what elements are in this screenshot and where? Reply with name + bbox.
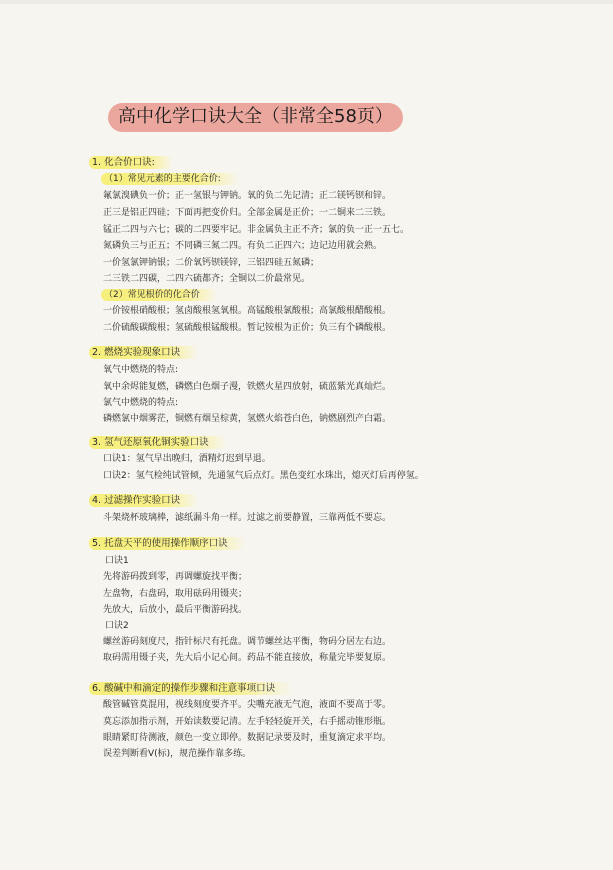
text-line: 氧气中燃烧的特点: xyxy=(103,365,179,375)
text-line: 氮磷负三与正五；不同磷三氮二四。有负二正四六；边记边用就会熟。 xyxy=(103,241,383,251)
section-heading: 3. 氢气还原氧化铜实验口诀 xyxy=(92,437,227,449)
text-line: 口诀1 xyxy=(105,556,129,566)
text-line: 氧中余烬能复燃，磷燃白色烟子漫，铁燃火星四放射，硫蓝紫光真灿烂。 xyxy=(103,382,392,392)
text-line: 二价硫酸碳酸根；氢硫酸根锰酸根。暂记铵根为正价；负三有个磷酸根。 xyxy=(103,323,392,333)
text-line: 氯气中燃烧的特点: xyxy=(103,398,179,408)
text-line: 口诀2 xyxy=(105,621,129,631)
text-line: 一价铵根硝酸根；氢卤酸根氢氧根。高锰酸根氯酸根；高氯酸根醋酸根。 xyxy=(103,306,392,316)
page-title: 高中化学口诀大全（非常全58页） xyxy=(108,103,403,132)
text-line: 氟氯溴碘负一价；正一氢银与钾钠。氧的负二先记清；正二镁钙钡和锌。 xyxy=(103,191,392,201)
subsection-heading: （1）常见元素的主要化合价: xyxy=(104,173,239,185)
text-line: 莫忘添加指示剂，开始读数要记清。左手轻轻旋开关，右手摇动锥形瓶。 xyxy=(103,717,392,727)
text-line: 正三是铝正四硅；下面再把变价归。全部金属是正价；一二铜来二三铁。 xyxy=(103,208,392,218)
section-heading: 2. 燃烧实验现象口诀 xyxy=(92,347,198,359)
text-line: 取码需用镊子夹，先大后小记心间。药品不能直接放，称量完毕要复原。 xyxy=(103,653,392,663)
text-line: 口诀2：氢气检纯试管倾，先通氢气后点灯。黑色变红水珠出，熄灭灯后再停氢。 xyxy=(103,471,424,481)
text-line: 斗架烧杯玻璃棒，滤纸漏斗角一样。过滤之前要静置，三靠两低不要忘。 xyxy=(103,513,392,523)
text-line: 先放大，后放小，最后平衡游码找。 xyxy=(103,605,248,615)
text-line: 螺丝游码刻度尺，指针标尺有托盘。调节螺丝达平衡，物码分居左右边。 xyxy=(103,637,392,647)
text-line: 误差判断看V(标)，规范操作靠多练。 xyxy=(103,749,252,759)
section-heading: 6. 酸碱中和滴定的操作步骤和注意事项口诀 xyxy=(92,683,293,695)
section-heading: 4. 过滤操作实验口诀 xyxy=(92,495,198,507)
text-line: 锰正二四与六七；碳的二四要牢记。非金属负主正不齐；氯的负一正一五七。 xyxy=(103,225,410,235)
subsection-heading: （2）常见根价的化合价 xyxy=(104,289,218,301)
text-line: 先将游码拨到零，再调螺旋找平衡； xyxy=(103,572,248,582)
text-line: 左盘物，右盘码，取用砝码用镊夹； xyxy=(103,589,248,599)
text-line: 一价氢氯钾钠银；二价氧钙钡镁锌，三铝四硅五氮磷； xyxy=(103,258,320,268)
text-line: 口诀1：氢气早出晚归，酒精灯迟到早退。 xyxy=(103,454,271,464)
text-line: 二三铁二四碳，二四六硫都齐；全铜以二价最常见。 xyxy=(103,274,311,284)
section-heading: 1. 化合价口诀: xyxy=(92,157,173,169)
text-line: 酸管碱管莫混用，视线刻度要齐平。尖嘴充液无气泡，液面不要高于零。 xyxy=(103,700,392,710)
section-heading: 5. 托盘天平的使用操作顺序口诀 xyxy=(92,538,246,550)
text-line: 眼睛紧盯待测液，颜色一变立即停。数据记录要及时，重复滴定求平均。 xyxy=(103,733,392,743)
text-line: 磷燃氯中烟雾茫，铜燃有烟呈棕黄，氢燃火焰苍白色，钠燃剧烈产白霜。 xyxy=(103,414,392,424)
